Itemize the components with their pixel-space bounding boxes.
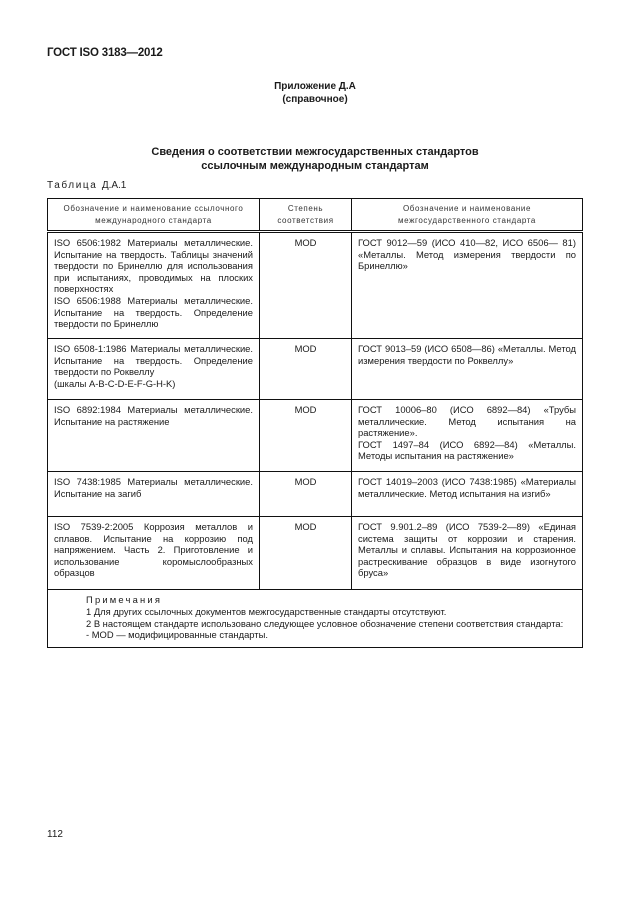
column-header-degree: Степень соответствия xyxy=(260,199,352,232)
international-standard-cell xyxy=(48,232,260,339)
international-standard-cell xyxy=(48,472,260,517)
international-standard-cell xyxy=(48,517,260,590)
notes-cell xyxy=(48,590,583,648)
interstate-standard-cell xyxy=(352,339,583,400)
degree-cell: MOD xyxy=(260,400,352,472)
column-header-interstate: Обозначение и наименование межгосударственного стандарта xyxy=(352,199,583,232)
appendix-heading xyxy=(0,80,630,106)
note-item: 1 Для других ссылочных документов межгосударственные стандарты отсутствуют. xyxy=(86,605,447,617)
table-row xyxy=(48,472,583,517)
interstate-standard-text: ГОСТ 14019–2003 (ИСО 7438:1985) «Материалы металлические. Метод испытания на изгиб» xyxy=(358,476,576,499)
interstate-standard-cell xyxy=(352,232,583,339)
appendix-label: Приложение Д.А xyxy=(274,81,356,92)
appendix-type: (справочное) xyxy=(282,94,348,105)
international-standard-cell xyxy=(48,339,260,400)
degree-cell: MOD xyxy=(260,339,352,400)
international-standard-text: ISO 6508-1:1986 Материалы металлические. Испытание на твердость. Определение твердости по Роквеллу xyxy=(54,343,253,378)
international-standard-text: ISO 7539-2:2005 Коррозия металлов и сплавов. Испытание на коррозию под напряжением. Часть 2. Приготовление и использование коромыслообразных образцов xyxy=(54,521,253,579)
document-id: ГОСТ ISO 3183—2012 xyxy=(47,47,163,59)
section-title-line2: ссылочным международным стандартам xyxy=(201,160,429,172)
interstate-standard-text: ГОСТ 10006–80 (ИСО 6892—84) «Трубы металлические. Метод испытания на растяжение». xyxy=(358,404,576,439)
note-item: - MOD — модифицированные стандарты. xyxy=(86,629,268,641)
international-standard-text: ISO 7438:1985 Материалы металлические. Испытание на загиб xyxy=(54,476,253,499)
international-standard-text: ISO 6506:1988 Материалы металлические. Испытание на твердость. Определение твердости по Бринеллю xyxy=(54,294,253,330)
table-caption xyxy=(47,180,126,191)
international-standard-text: ISO 6892:1984 Материалы металлические. Испытание на растяжение xyxy=(54,404,253,427)
table-row xyxy=(48,232,583,339)
table-caption-number: Д.А.1 xyxy=(101,180,127,191)
interstate-standard-text: ГОСТ 9013–59 (ИСО 6508—86) «Металлы. Метод измерения твердости по Роквеллу» xyxy=(358,343,576,366)
interstate-standard-cell xyxy=(352,400,583,472)
interstate-standard-cell xyxy=(352,517,583,590)
degree-cell: MOD xyxy=(260,472,352,517)
table-row xyxy=(48,339,583,400)
table-caption-word: Таблица xyxy=(47,180,98,191)
table-row xyxy=(48,517,583,590)
correspondence-table xyxy=(47,198,583,648)
column-header-international: Обозначение и наименование ссылочного международного стандарта xyxy=(48,199,260,232)
notes-row xyxy=(48,590,583,648)
interstate-standard-text: ГОСТ 1497–84 (ИСО 6892—84) «Металлы. Методы испытания на растяжение» xyxy=(358,438,576,462)
interstate-standard-text: ГОСТ 9012—59 (ИСО 410—82, ИСО 6506— 81) «Металлы. Метод измерения твердости по Бринеллю» xyxy=(358,237,576,272)
interstate-standard-text: ГОСТ 9.901.2–89 (ИСО 7539-2—89) «Единая система защиты от коррозии и старения. Металлы и сплавы. Испытания на коррозионное растрескивание образцов в виде изогнутого бруса» xyxy=(358,521,576,579)
degree-cell: MOD xyxy=(260,517,352,590)
table-row xyxy=(48,400,583,472)
international-standard-text: ISO 6506:1982 Материалы металлические. Испытание на твердость. Таблицы значений твердости по Бринеллю для использования при испытаниях, проводимых на плоских поверхностях xyxy=(54,237,253,295)
page-number: 112 xyxy=(47,829,63,840)
note-item: 2 В настоящем стандарте использовано следующее условное обозначение степени соответствия стандарта: xyxy=(86,617,564,629)
degree-cell: MOD xyxy=(260,232,352,339)
international-standard-text: (шкалы A-B-C-D-E-F-G-H-K) xyxy=(54,377,176,389)
interstate-standard-cell xyxy=(352,472,583,517)
section-title xyxy=(0,145,630,173)
table-header-row xyxy=(48,199,583,232)
international-standard-cell xyxy=(48,400,260,472)
section-title-line1: Сведения о соответствии межгосударственных стандартов xyxy=(151,146,479,158)
notes-title: Примечания xyxy=(86,594,163,605)
